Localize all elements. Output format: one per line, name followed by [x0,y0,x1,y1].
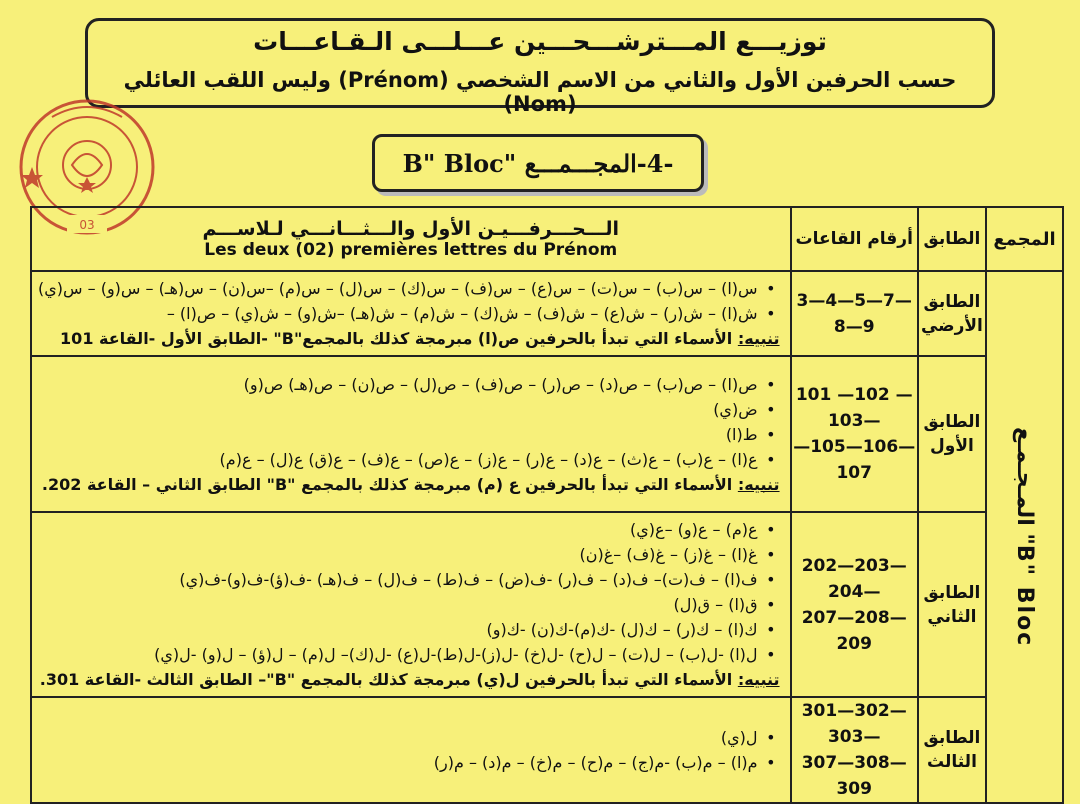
letters-cell [31,512,791,697]
title-box [85,18,995,116]
list-item: • ف(ا) – ف(ت)– ف(د) – ف(ر) -ف(ض) – ف(ط) – ف(ل) – ف(هـ) -ف(ؤ)-ف(و)-ف(ي) [38,567,780,592]
floor-cell: الطابق الأرضي [918,271,986,356]
list-item: • ض(ي) [38,397,780,422]
letters-list [38,372,780,472]
rooms-cell [791,697,918,803]
letters-cell [31,271,791,356]
list-item: • ك(ا) – ك(ر) – ك(ل) -ك(م)-ك(ن) -ك(و) [38,617,780,642]
note-label: تنبيه: [737,474,780,494]
floor-cell: الطابق الثالث [918,697,986,803]
table-header-row [31,207,1063,271]
list-item: • س(ا) – س(ب) – س(ت) – س(ع) – س(ف) – س(ك) – س(ل) – س(م) –س(ن) – س(هـ) – س(و) – س(ي) [38,276,780,301]
floor-cell: الطابق الأول [918,356,986,512]
note-text: الأسماء التي تبدأ بالحرفين ل(ي) مبرمجة كذلك بالمجمع "B"– الطابق الثالث -القاعة 301. [39,670,738,689]
note-text: الأسماء التي تبدأ بالحرفين ص(ا) مبرمجة كذلك بالمجمع"B" -الطابق الأول -القاعة 101 [60,329,738,348]
list-item: • غ(ا) – غ(ز) – غ(ف) –غ(ن) [38,542,780,567]
note-text: الأسماء التي تبدأ بالحرفين ع (م) مبرمجة كذلك بالمجمع "B" الطابق الثاني – القاعة 202. [41,474,738,494]
stamp-number: 03 [79,218,95,232]
distribution-table [30,206,1064,804]
note-label: تنبيه: [737,670,780,689]
list-item: • م(ا) – م(ب) -م(ج) – م(ح) – م(خ) – م(د) – م(ر) [38,750,780,775]
header-rooms: أرقام القاعات [791,207,918,271]
rooms-cell [791,356,918,512]
note [38,472,780,497]
rooms-line: 3—4—5—7—8—9 [796,290,912,337]
note [38,667,780,692]
bloc-title-box [372,134,704,192]
rooms-line: —105—106—107 [793,437,916,483]
rooms-cell [791,271,918,356]
letters-list [38,276,780,326]
header-floor: الطابق [918,207,986,271]
list-item: • ع(م) – ع(و) –ع(ي) [38,517,780,542]
rooms-line: 301—302—303— [801,701,907,747]
letters-cell [31,356,791,512]
rooms-line: 307—308—309 [801,753,907,799]
bloc-vertical-label: المـجـمـع "B" Bloc [1012,426,1037,648]
rooms-line: 202—203—204— [801,555,907,602]
bloc-cell [986,271,1063,803]
page-title: توزيـــع المـــترشـــحـــين عـــلـــى الـقـاعـــات [253,27,827,56]
header-letters-ar: الـــحـــرفـــيـن الأول والـــثـــانـــي لـلاســـم [202,218,620,240]
list-item: • ل(ا) -ل(ب) – ل(ت) – ل(ح) -ل(خ) -ل(ز)-ل(ط)-ل(ع) -ل(ك)– ل(م) – ل(ؤ) – ل(و) -ل(ي) [38,642,780,667]
list-item: • ص(ا) – ص(ب) – ص(د) – ص(ر) – ص(ف) – ص(ل) – ص(ن) – ص(هـ) ص(و) [38,372,780,397]
rooms-line: 207—208—209 [801,607,907,654]
table-row [31,697,1063,803]
list-item: • ش(ا) – ش(ر) – ش(ع) – ش(ف) – ش(ك) – ش(م) – ش(هـ) –ش(و) – ش(ي) – ص(ا) – [38,301,780,326]
table-row [31,271,1063,356]
table-row [31,356,1063,512]
letters-cell [31,697,791,803]
floor-cell: الطابق الثاني [918,512,986,697]
list-item: • ل(ي) [38,725,780,750]
header-letters-fr: Les deux (02) premières lettres du Prénom [204,240,618,260]
table-row [31,512,1063,697]
rooms-cell [791,512,918,697]
header-letters [31,207,791,271]
header-bloc: المجمع [986,207,1063,271]
list-item: • ق(ا) – ق(ل) [38,592,780,617]
rooms-line: 101 —102 —103— [795,385,913,431]
list-item: • ط(ا) [38,422,780,447]
note-label: تنبيه: [737,329,780,348]
note [38,326,780,351]
list-item: • ع(ا) – ع(ب) – ع(ث) – ع(د) – ع(ر) – ع(ز) – ع(ص) – ع(ف) – ع(ق) ع(ل) – ع(م) [38,447,780,472]
page-subtitle: حسب الحرفين الأول والثاني من الاسم الشخصي (Prénom) وليس اللقب العائلي (Nom) [123,68,957,116]
letters-list [38,517,780,667]
bloc-title: -4-المجـــمـــع "B" Bloc [402,148,674,178]
